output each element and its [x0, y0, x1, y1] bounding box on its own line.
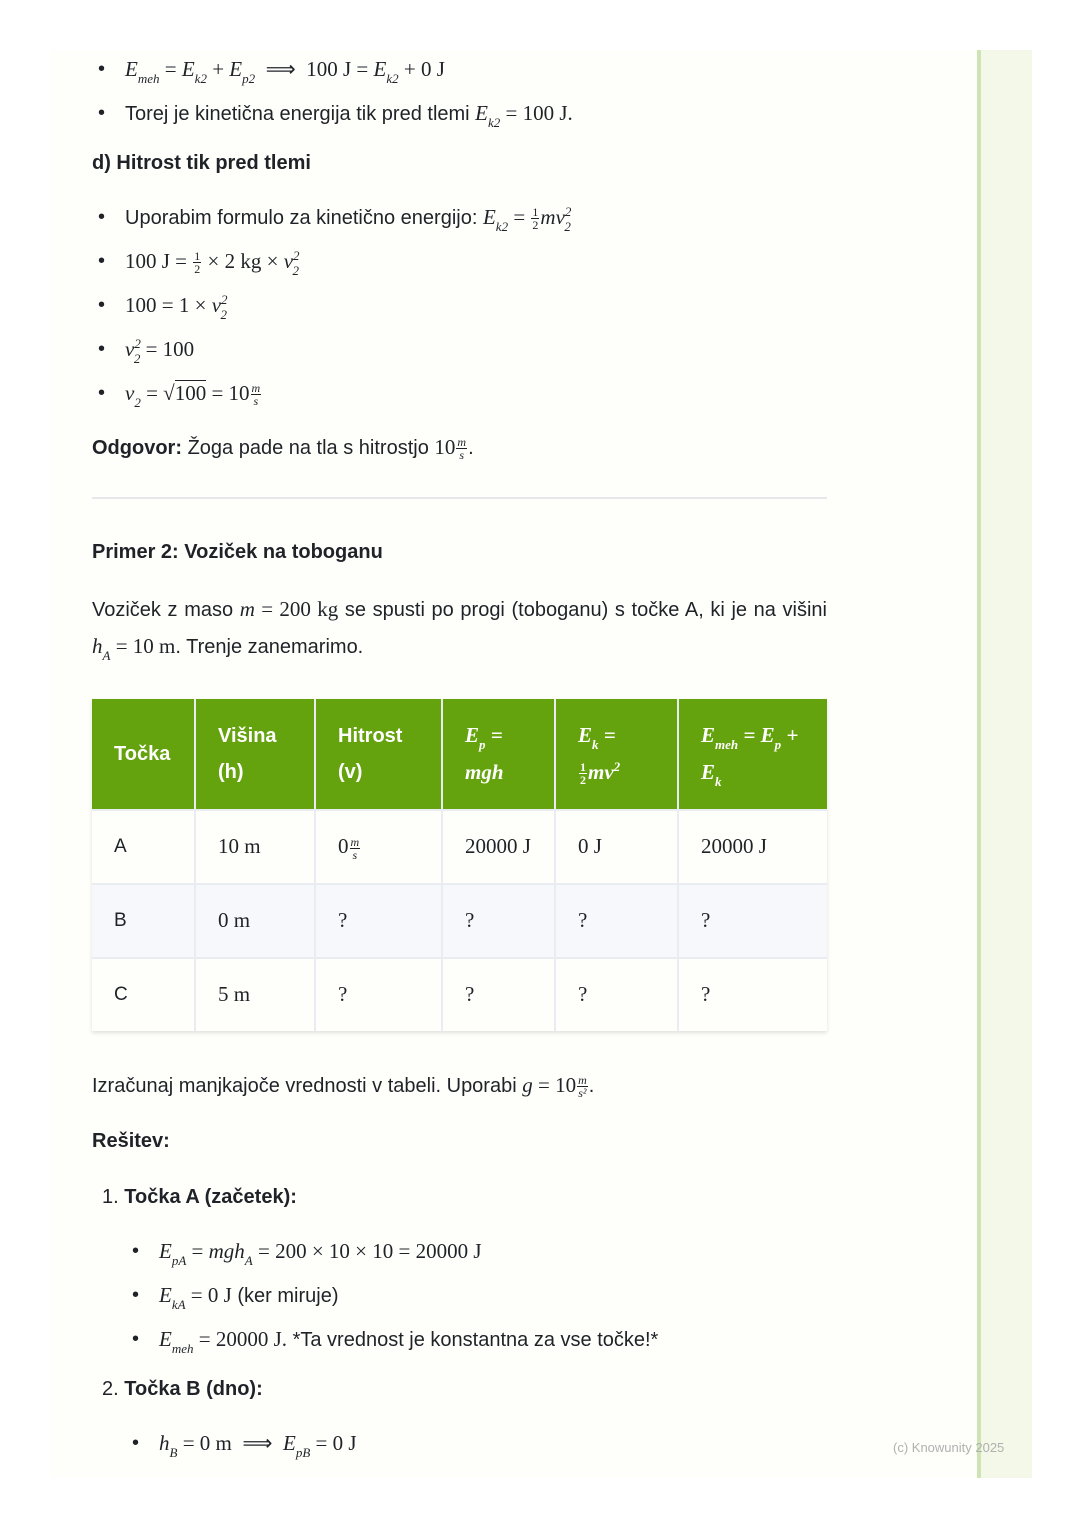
- table-cell: ?: [315, 958, 442, 1031]
- example-intro: Voziček z maso m = 200 kg se spusti po progi (toboganu) s točke A, ki je na višini $h_A = 10$ m. Trenje zanemarimo.: [92, 597, 827, 664]
- table-cell: ?: [442, 884, 555, 958]
- list-item: • $100 = 1 \times v^2_2$: [92, 283, 827, 327]
- table-row: [92, 810, 827, 884]
- table-cell: C: [92, 958, 195, 1031]
- list-item: • Uporabim formulo za kinetično energijo: $E_{k2}$ = $\frac{1}{2}$ $mv^2_2$: [92, 195, 827, 239]
- energy-bullets: [92, 47, 827, 135]
- table-cell: 20000 J: [442, 810, 555, 884]
- table-cell: 10 m: [195, 810, 315, 884]
- solution-steps: [92, 1179, 827, 1465]
- column-header: Hitrost (v): [315, 699, 442, 810]
- section-heading: d) Hitrost tik pred tlemi: [92, 152, 311, 174]
- table-cell: A: [92, 810, 195, 884]
- solution-step: 2. Točka B (dno): • $h_B = 0$ m ⟹ $E_{pB} = 0$ J: [92, 1371, 827, 1465]
- document-content: [92, 50, 827, 1465]
- energy-table: [92, 699, 827, 1031]
- column-header: Točka: [92, 699, 195, 810]
- list-item: • 100 J = $\frac{1}{2}$ × 2 kg × $v^2_2$: [92, 239, 827, 283]
- example-title: Primer 2: Voziček na toboganu: [92, 541, 383, 563]
- table-cell: ?: [555, 958, 678, 1031]
- table-cell: 0 $\frac{m}{s}$: [315, 810, 442, 884]
- list-item: • Torej je kinetična energija tik pred tlemi $E_{k2} = 100$ J.: [92, 91, 827, 135]
- table-cell: ?: [315, 884, 442, 958]
- table-cell: B: [92, 884, 195, 958]
- solution-step: 1. Točka A (začetek): • $E_{pA} = mgh_A = 200 \times 10 \times 10 = 20000$ J • $E_{kA} = 0$ J (ker miruje) • $E_{meh} = 20000$ J. *Ta vrednost je konstantna za vse točke!*: [92, 1179, 827, 1361]
- solution-label: Rešitev:: [92, 1130, 170, 1152]
- table-cell: ?: [678, 884, 827, 958]
- right-margin-bar: [977, 50, 1032, 1478]
- column-header: $E_p$ = mgh: [442, 699, 555, 810]
- table-row: [92, 884, 827, 958]
- table-row: [92, 958, 827, 1031]
- step-bullets: [102, 1421, 827, 1465]
- list-item: • $E_{meh} = E_{k2} + E_{p2}$ ⟹ 100 $J = E_{k2} + 0$ J: [92, 47, 827, 91]
- table-cell: 5 m: [195, 958, 315, 1031]
- section-divider: [92, 497, 827, 499]
- table-cell: 20000 J: [678, 810, 827, 884]
- column-header: $E_{meh} = E_p$ + $E_k$: [678, 699, 827, 810]
- column-header: $E_k$ = $\frac{1}{2}$ $mv^2$: [555, 699, 678, 810]
- list-item: • $E_{pA} = mgh_A = 200 \times 10 \times 10 = 20000$ J: [126, 1229, 827, 1273]
- table-cell: ?: [442, 958, 555, 1031]
- list-item: • $v^2_2 = 100$: [92, 327, 827, 371]
- table-cell: 0 J: [555, 810, 678, 884]
- list-item: • $E_{kA} = 0$ J (ker miruje): [126, 1273, 827, 1317]
- table-cell: 0 m: [195, 884, 315, 958]
- answer-paragraph: Odgovor: Žoga pade na tla s hitrostjo 10 $\frac{m}{s}$ .: [92, 435, 474, 463]
- table-cell: ?: [555, 884, 678, 958]
- list-item: • $E_{meh} = 20000$ J. *Ta vrednost je konstantna za vse točke!*: [126, 1317, 827, 1361]
- table-header-row: [92, 699, 827, 810]
- list-item: • $v_2 = √100 = 10$ $\frac{m}{s}$: [92, 371, 827, 415]
- copyright-notice: (c) Knowunity 2025: [893, 1440, 1005, 1455]
- task-paragraph: Izračunaj manjkajoče vrednosti v tabeli. Uporabi g = 10 $\frac{m}{\text{s²}}$ .: [92, 1073, 595, 1101]
- step-bullets: [102, 1229, 827, 1361]
- list-item: • $h_B = 0$ m ⟹ $E_{pB} = 0$ J: [126, 1421, 827, 1465]
- velocity-bullets: [92, 195, 827, 415]
- column-header: Višina (h): [195, 699, 315, 810]
- table-cell: ?: [678, 958, 827, 1031]
